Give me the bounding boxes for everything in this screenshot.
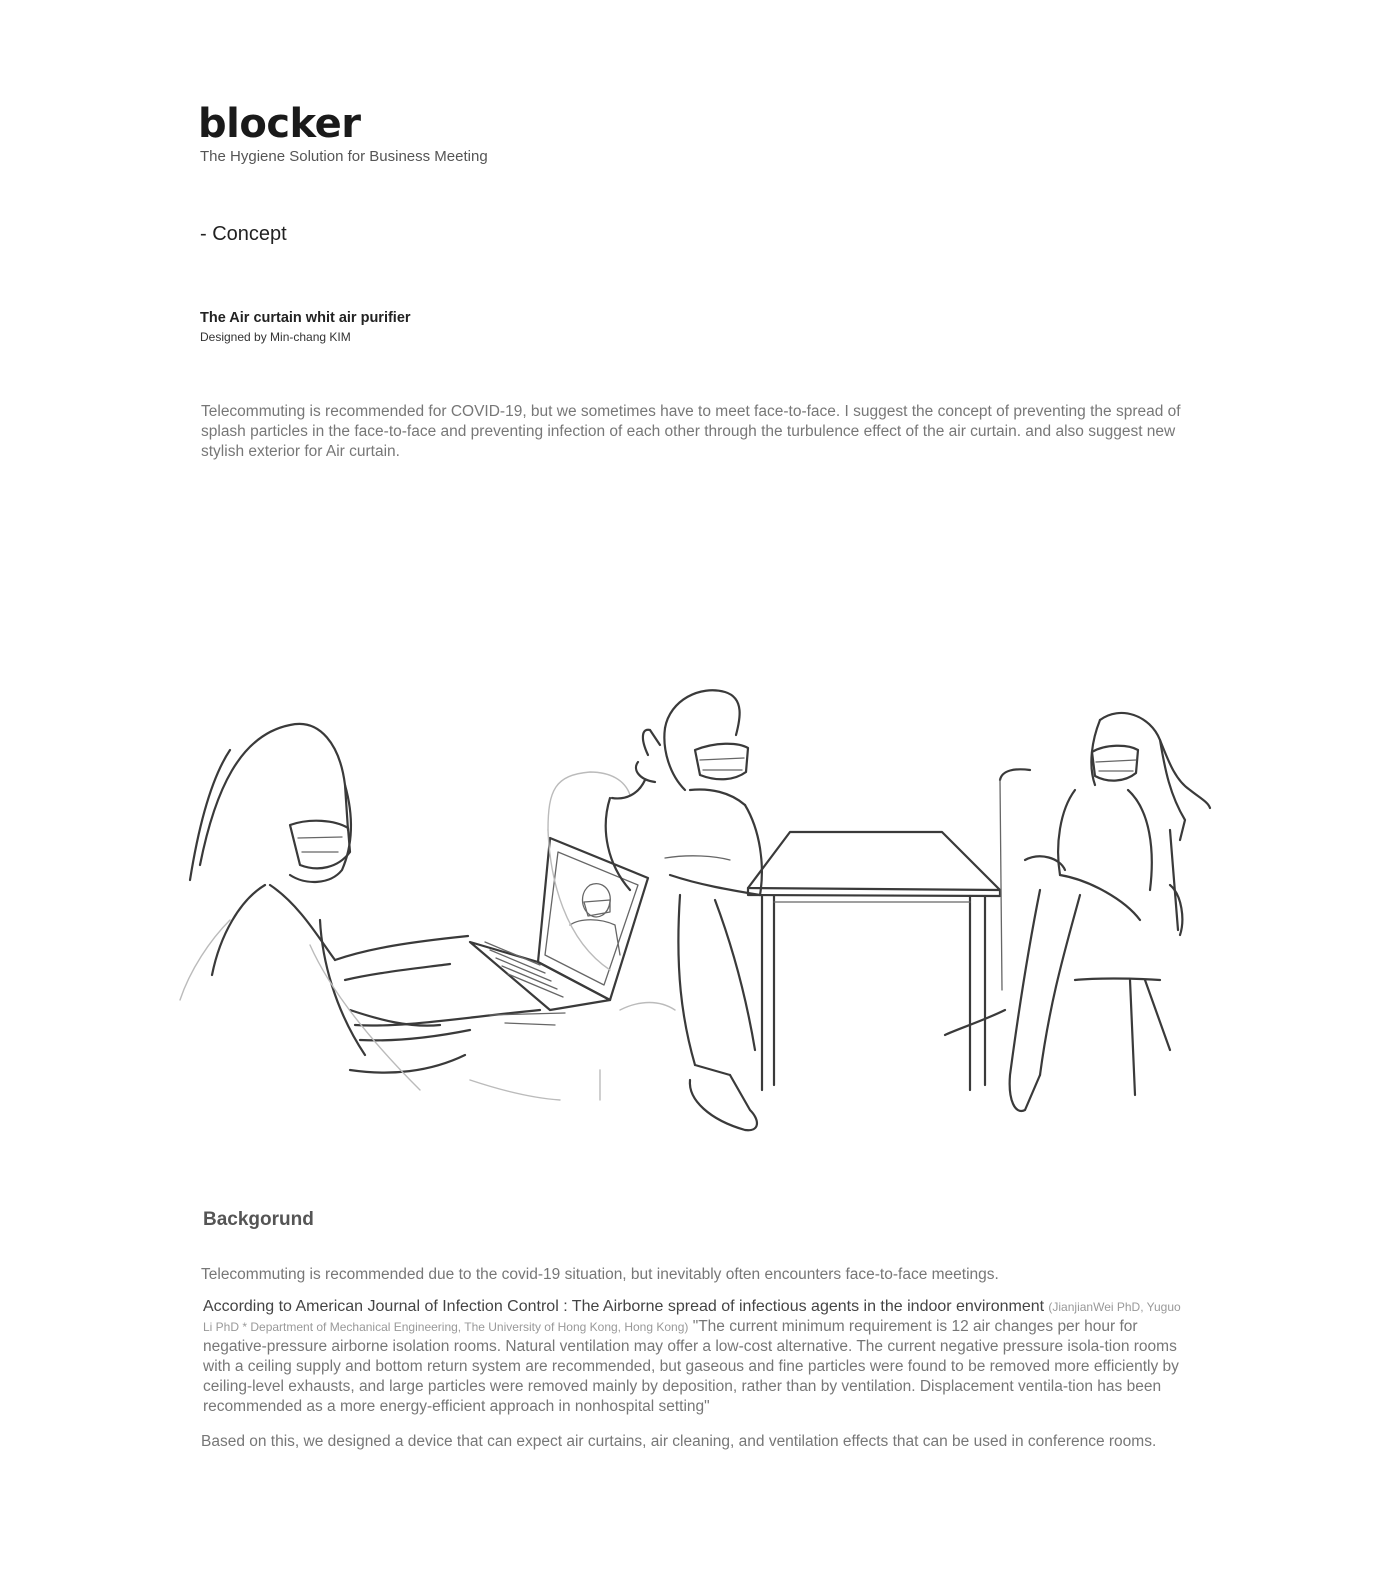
background-paragraph-1: Telecommuting is recommended due to the covid-19 situation, but inevitably often encounters face-to-face meetings. xyxy=(201,1266,999,1283)
intro-paragraph: Telecommuting is recommended for COVID-19, but we sometimes have to meet face-to-face. I suggest the concept of preventing the spread of splash particles in the face-to-face and preventing infection of each other through the turbulence effect of the air curtain. and also suggest new stylish exterior for Air curtain. xyxy=(201,403,1181,460)
tagline: The Hygiene Solution for Business Meeting xyxy=(200,148,488,165)
section-label: - Concept xyxy=(200,223,287,245)
table-illustration xyxy=(748,832,1000,1090)
background-heading: Backgorund xyxy=(203,1209,314,1230)
project-designer: Designed by Min-chang KIM xyxy=(200,330,351,344)
background-paragraph-2 xyxy=(203,1297,1183,1417)
background-paragraph-3: Based on this, we designed a device that can expect air curtains, air cleaning, and ventilation effects that can be used in conference rooms. xyxy=(201,1433,1157,1450)
citation-quote: "The current minimum requirement is 12 air changes per hour for negative-pressure airborne isolation rooms. Natural ventilation may offer a low-cost alternative. The current negative pressure isola-tion rooms with a ceiling supply and bottom return system are recommended, but gaseous and fine particles were found to be removed more efficiently by ceiling-level exhausts, and large particles were removed mainly by deposition, rather than by ventilation. Displacement ventila-tion has been recommended as a more energy-efficient approach in nonhospital setting" xyxy=(203,1318,1179,1415)
citation-title: According to American Journal of Infection Control : The Airborne spread of infectious agents in the indoor environment xyxy=(203,1298,1045,1315)
woman-left-figure xyxy=(180,724,565,1090)
armchair-middle xyxy=(548,772,630,1100)
brand-logo: blocker xyxy=(198,101,361,147)
laptop-illustration xyxy=(470,838,648,1010)
project-title: The Air curtain whit air purifier xyxy=(200,310,411,326)
meeting-illustration xyxy=(170,680,1230,1150)
citation-authors: (JianjianWei PhD, Yuguo Li PhD * Department of Mechanical Engineering, The University of Hong Kong, Hong Kong) xyxy=(203,1300,1181,1334)
